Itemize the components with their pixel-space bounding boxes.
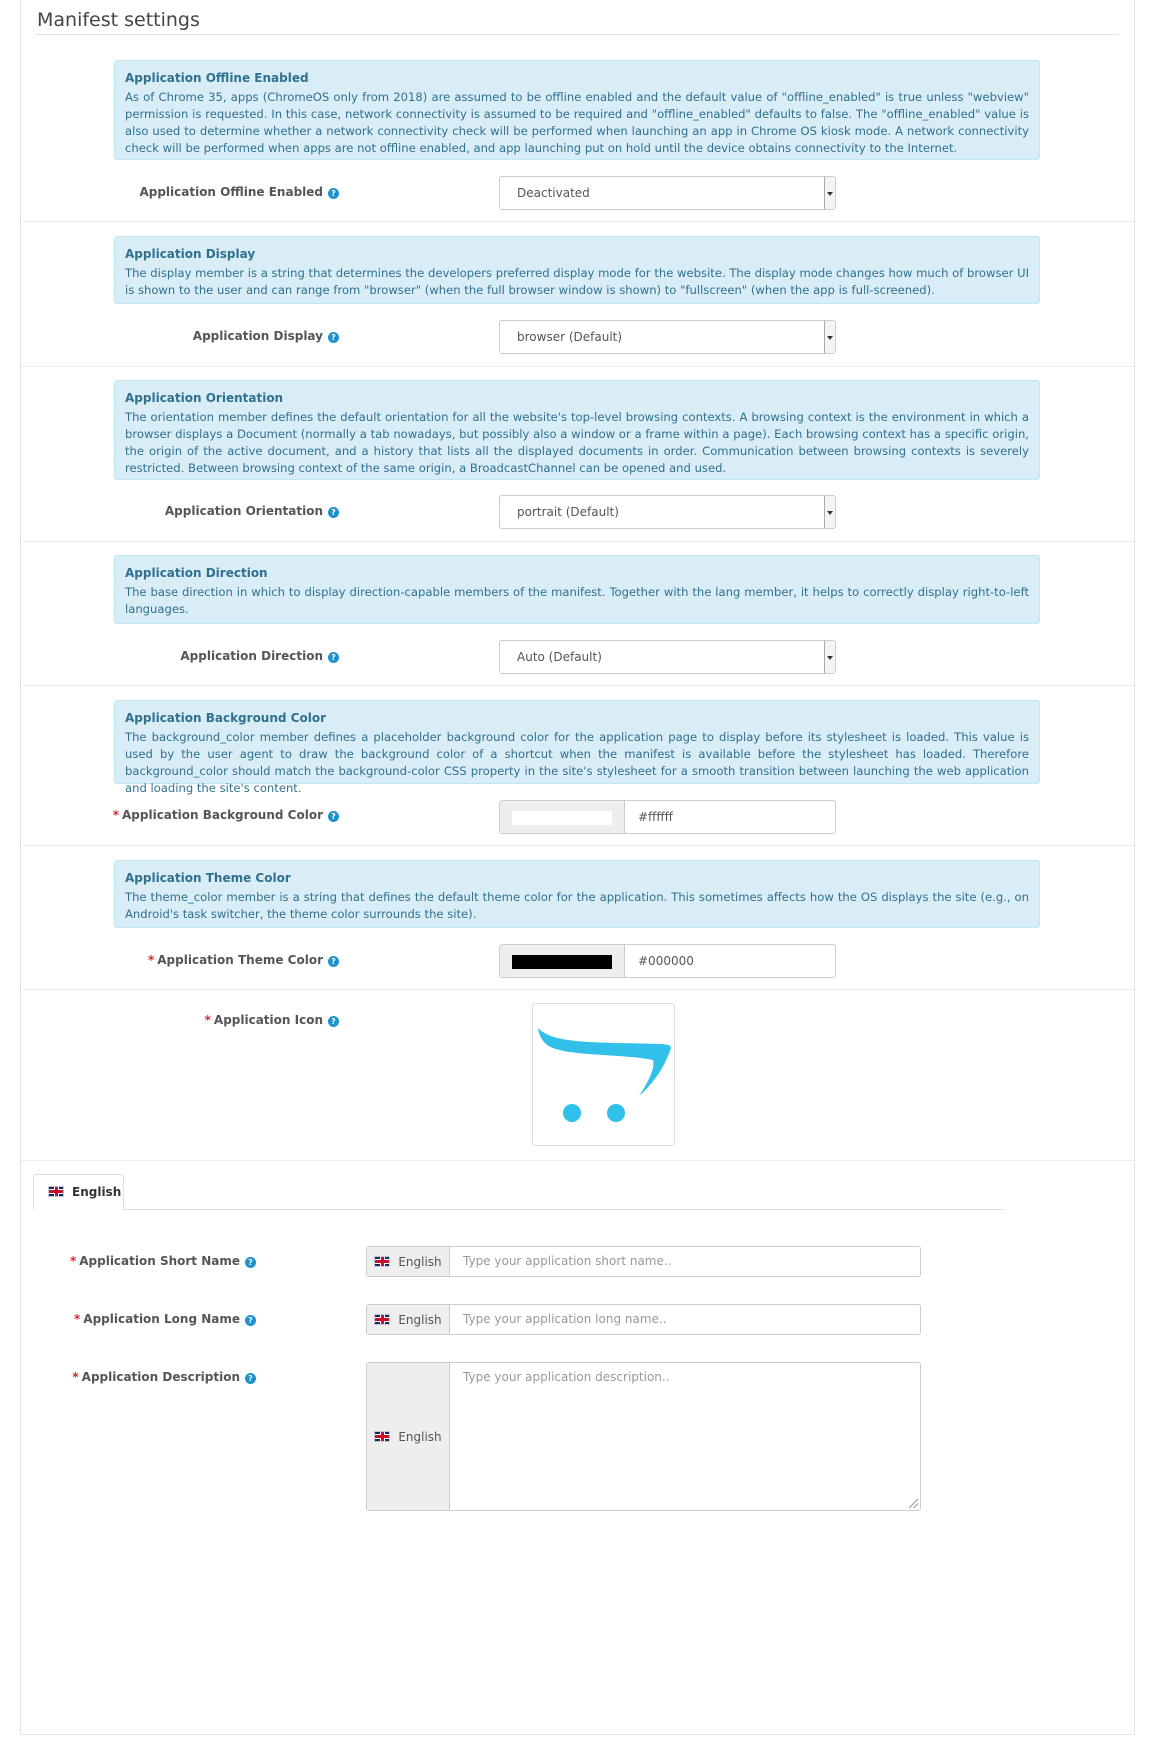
color-swatch[interactable] <box>512 955 612 969</box>
alert-title: Application Display <box>125 247 256 261</box>
orientation-label <box>0 504 339 518</box>
alert-text: The theme_color member is a string that defines the default theme color for the application. This sometimes affects how the OS displays the site (e.g., on Android's task switcher, the theme color surrounds the site). <box>125 890 1029 921</box>
alert-text: The base direction in which to display direction-capable members of the manifest. Together with the lang member, it helps to correctly display right-to-left languages. <box>125 585 1029 616</box>
section-divider <box>21 366 1134 367</box>
label-text: Application Long Name <box>83 1312 240 1326</box>
section-divider <box>21 845 1134 846</box>
help-icon[interactable]: ? <box>328 507 339 518</box>
help-icon[interactable]: ? <box>245 1315 256 1326</box>
chevron-down-icon[interactable] <box>824 641 835 673</box>
color-picker-addon[interactable] <box>500 801 625 833</box>
section-divider <box>21 1160 1134 1161</box>
application-icon-label <box>0 1013 339 1027</box>
color-picker-addon[interactable] <box>500 945 625 977</box>
alert-title: Application Direction <box>125 566 268 580</box>
label-text: Application Theme Color <box>157 953 323 967</box>
help-icon[interactable]: ? <box>245 1373 256 1384</box>
short-name-label <box>0 1254 256 1268</box>
select-value: portrait (Default) <box>517 505 619 519</box>
tab-label: English <box>72 1185 122 1199</box>
chevron-down-icon[interactable] <box>824 496 835 528</box>
direction-select[interactable] <box>499 640 836 674</box>
section-divider <box>21 221 1134 222</box>
section-divider <box>21 989 1134 990</box>
theme-color-field[interactable] <box>499 944 836 978</box>
alert-title: Application Background Color <box>125 711 326 725</box>
label-text: Application Offline Enabled <box>139 185 323 199</box>
direction-label <box>0 649 339 663</box>
background-color-label <box>0 808 339 822</box>
select-value: Auto (Default) <box>517 650 602 664</box>
addon-label: English <box>398 1429 442 1444</box>
required-mark: * <box>147 953 155 967</box>
theme-color-label <box>0 953 339 967</box>
application-icon-thumbnail[interactable] <box>532 1003 675 1146</box>
alert-text: The background_color member defines a placeholder background color for the application page to display before its stylesheet is loaded. This value is used by the user agent to draw the background color of a shortcut when the manifest is available before the stylesheet has loaded. Therefore background_color should match the background-color CSS property in the site's stylesheet for a smooth transition between launching the web application and loading the site's content. <box>125 730 1029 795</box>
display-label <box>0 329 339 343</box>
label-text: Application Short Name <box>79 1254 240 1268</box>
theme-color-input[interactable]: #000000 <box>638 954 694 968</box>
panel-title: Manifest settings <box>37 9 200 31</box>
background-color-input[interactable]: #ffffff <box>638 810 673 824</box>
required-mark: * <box>204 1013 211 1027</box>
background-color-info-alert <box>114 700 1040 795</box>
description-textarea[interactable] <box>450 1363 920 1510</box>
cart-logo-icon <box>533 1004 674 1145</box>
orientation-info-alert <box>114 380 1040 480</box>
alert-text: The orientation member defines the default orientation for all the website's top-level browsing contexts. A browsing context is the environment in which a browser displays a Document (normally a tab nowadays, but possibly also a window or a frame within a page). Each browsing context has a specific origin, the origin of the active document, and a history that lists all the displayed documents in order. Communication between browsing contexts is severely restricted. Between browsing context of the same origin, a BroadcastChannel can be opened and used. <box>125 410 1029 475</box>
help-icon[interactable]: ? <box>328 956 339 967</box>
required-mark: * <box>74 1312 81 1326</box>
alert-text: The display member is a string that determines the developers preferred display mode for the website. The display mode changes how much of browser UI is shown to the user and can range from "browser" (when the full browser window is shown) to "fullscreen" (when the app is full-screened). <box>125 266 1029 297</box>
uk-flag-icon <box>48 1186 64 1197</box>
language-addon <box>367 1247 450 1276</box>
label-text: Application Background Color <box>122 808 323 822</box>
required-mark: * <box>69 1254 77 1268</box>
alert-title: Application Theme Color <box>125 871 291 885</box>
section-divider <box>21 541 1134 542</box>
help-icon[interactable]: ? <box>328 1016 339 1027</box>
tab-divider <box>33 1209 1004 1210</box>
chevron-down-icon[interactable] <box>824 177 835 209</box>
textarea-placeholder: Type your application description.. <box>463 1370 670 1384</box>
select-value: Deactivated <box>517 186 590 200</box>
theme-color-info-alert <box>114 860 1040 928</box>
direction-info-alert <box>114 555 1040 624</box>
offline-enabled-label <box>0 185 339 199</box>
tab-english[interactable] <box>33 1174 124 1210</box>
short-name-field[interactable] <box>366 1246 921 1277</box>
help-icon[interactable]: ? <box>328 332 339 343</box>
title-divider <box>36 34 1119 35</box>
help-icon[interactable]: ? <box>328 188 339 199</box>
help-icon[interactable]: ? <box>328 652 339 663</box>
select-value: browser (Default) <box>517 330 623 344</box>
display-info-alert <box>114 236 1040 304</box>
background-color-field[interactable] <box>499 800 836 834</box>
chevron-down-icon[interactable] <box>824 321 835 353</box>
label-text: Application Icon <box>213 1013 323 1027</box>
required-mark: * <box>112 808 119 822</box>
required-mark: * <box>72 1370 79 1384</box>
long-name-label <box>0 1312 256 1326</box>
section-divider <box>21 685 1134 686</box>
addon-label: English <box>398 1312 442 1327</box>
offline-enabled-select[interactable] <box>499 176 836 210</box>
display-select[interactable] <box>499 320 836 354</box>
label-text: Application Direction <box>180 649 323 663</box>
uk-flag-icon <box>374 1431 390 1442</box>
language-addon <box>367 1305 450 1334</box>
language-addon <box>367 1363 450 1510</box>
uk-flag-icon <box>374 1256 390 1267</box>
help-icon[interactable]: ? <box>328 811 339 822</box>
addon-label: English <box>398 1254 442 1269</box>
short-name-input[interactable]: Type your application short name.. <box>463 1254 672 1268</box>
alert-title: Application Orientation <box>125 391 284 405</box>
label-text: Application Description <box>81 1370 240 1384</box>
orientation-select[interactable] <box>499 495 836 529</box>
color-swatch[interactable] <box>512 811 612 825</box>
resize-grip-icon[interactable] <box>909 1499 918 1508</box>
alert-text: As of Chrome 35, apps (ChromeOS only from 2018) are assumed to be offline enabled and the default value of "offline_enabled" is true unless "webview" permission is requested. In this case, network connectivity is assumed to be required and "offline_enabled" defaults to false. The "offline_enabled" value is also used to determine whether a network connectivity check will be performed when launching an app in Chrome OS kiosk mode. A network connectivity check will be performed when apps are not offline enabled, and app launching put on hold until the device obtains connectivity to the Internet. <box>125 90 1029 155</box>
offline-info-alert <box>114 60 1040 160</box>
description-label <box>0 1370 256 1384</box>
manifest-settings-panel <box>20 0 1135 1735</box>
label-text: Application Orientation <box>164 504 323 518</box>
alert-title: Application Offline Enabled <box>125 71 309 85</box>
long-name-input[interactable]: Type your application long name.. <box>463 1312 667 1326</box>
label-text: Application Display <box>192 329 323 343</box>
help-icon[interactable]: ? <box>245 1257 256 1268</box>
description-field[interactable] <box>366 1362 921 1511</box>
long-name-field[interactable] <box>366 1304 921 1335</box>
uk-flag-icon <box>374 1314 390 1325</box>
